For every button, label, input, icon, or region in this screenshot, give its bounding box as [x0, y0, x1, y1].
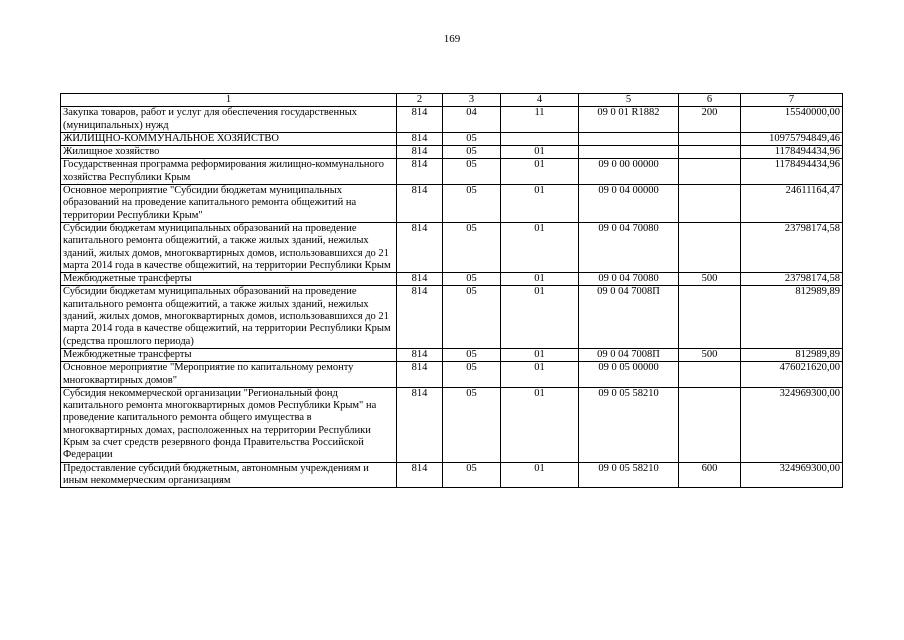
table-row: [61, 387, 843, 462]
target-article-cell: 09 0 04 7008П: [579, 286, 679, 348]
item-name-cell: Субсидия некоммерческой организации "Региональный фонд капитального ремонта многоквартирных домов Республики Крым" на проведение капитального ремонта общего имущества в многоквартирных домах, расположенных на территории Республики Крым за счет средств резервного фонда Правительства Российской Федерации: [61, 387, 397, 462]
target-article-cell: [579, 132, 679, 145]
table-row: [61, 146, 843, 159]
amount-cell: 324969300,00: [741, 387, 843, 462]
subsection-code-cell: 11: [501, 107, 579, 133]
subsection-code-cell: 01: [501, 185, 579, 223]
target-article-cell: 09 0 05 58210: [579, 462, 679, 488]
subsection-code-cell: 01: [501, 387, 579, 462]
ministry-code-cell: 814: [397, 462, 443, 488]
amount-cell: 23798174,58: [741, 273, 843, 286]
section-code-cell: 05: [443, 132, 501, 145]
table-row: [61, 362, 843, 388]
subsection-code-cell: 01: [501, 159, 579, 185]
page-number: 169: [443, 33, 461, 45]
item-name-cell: Государственная программа реформирования жилищно-коммунального хозяйства Республики Крым: [61, 159, 397, 185]
header-cell: 3: [443, 94, 501, 107]
expense-type-cell: [679, 362, 741, 388]
expense-type-cell: 200: [679, 107, 741, 133]
table-body: [61, 107, 843, 488]
item-name-cell: Жилищное хозяйство: [61, 146, 397, 159]
target-article-cell: 09 0 01 R1882: [579, 107, 679, 133]
amount-cell: 10975794849,46: [741, 132, 843, 145]
table-row: [61, 348, 843, 361]
section-code-cell: 04: [443, 107, 501, 133]
expense-type-cell: 500: [679, 348, 741, 361]
subsection-code-cell: [501, 132, 579, 145]
header-cell: 1: [61, 94, 397, 107]
expense-type-cell: [679, 286, 741, 348]
header-row: [61, 94, 843, 107]
expense-type-cell: 500: [679, 273, 741, 286]
item-name-cell: Субсидии бюджетам муниципальных образований на проведение капитального ремонта общежитий, а также жилых зданий, нежилых зданий, жилых домов, многоквартирных домов, использовавшихся до 21 марта 2014 года в качестве общежитий, на территории Республики Крым (средства прошлого периода): [61, 286, 397, 348]
amount-cell: 24611164,47: [741, 185, 843, 223]
ministry-code-cell: 814: [397, 222, 443, 272]
amount-cell: 15540000,00: [741, 107, 843, 133]
item-name-cell: Предоставление субсидий бюджетным, автономным учреждениям и иным некоммерческим организациям: [61, 462, 397, 488]
amount-cell: 23798174,58: [741, 222, 843, 272]
item-name-cell: Основное мероприятие "Субсидии бюджетам муниципальных образований на проведение капитального ремонта общежитий на территории Республики Крым": [61, 185, 397, 223]
header-cell: 4: [501, 94, 579, 107]
amount-cell: 812989,89: [741, 348, 843, 361]
header-cell: 7: [741, 94, 843, 107]
section-code-cell: 05: [443, 387, 501, 462]
table-row: [61, 132, 843, 145]
target-article-cell: 09 0 00 00000: [579, 159, 679, 185]
table-row: [61, 107, 843, 133]
target-article-cell: [579, 146, 679, 159]
item-name-cell: Основное мероприятие "Мероприятие по капитальному ремонту многоквартирных домов": [61, 362, 397, 388]
target-article-cell: 09 0 04 00000: [579, 185, 679, 223]
ministry-code-cell: 814: [397, 107, 443, 133]
section-code-cell: 05: [443, 273, 501, 286]
item-name-cell: ЖИЛИЩНО-КОММУНАЛЬНОЕ ХОЗЯЙСТВО: [61, 132, 397, 145]
ministry-code-cell: 814: [397, 286, 443, 348]
ministry-code-cell: 814: [397, 146, 443, 159]
ministry-code-cell: 814: [397, 362, 443, 388]
header-cell: 5: [579, 94, 679, 107]
target-article-cell: 09 0 04 70080: [579, 273, 679, 286]
target-article-cell: 09 0 05 58210: [579, 387, 679, 462]
amount-cell: 324969300,00: [741, 462, 843, 488]
ministry-code-cell: 814: [397, 159, 443, 185]
expense-type-cell: [679, 159, 741, 185]
expense-type-cell: [679, 387, 741, 462]
amount-cell: 476021620,00: [741, 362, 843, 388]
budget-table: [60, 93, 843, 488]
subsection-code-cell: 01: [501, 462, 579, 488]
table-row: [61, 185, 843, 223]
subsection-code-cell: 01: [501, 286, 579, 348]
subsection-code-cell: 01: [501, 362, 579, 388]
header-cell: 2: [397, 94, 443, 107]
target-article-cell: 09 0 05 00000: [579, 362, 679, 388]
expense-type-cell: [679, 132, 741, 145]
section-code-cell: 05: [443, 348, 501, 361]
subsection-code-cell: 01: [501, 273, 579, 286]
table-row: [61, 159, 843, 185]
section-code-cell: 05: [443, 362, 501, 388]
table-row: [61, 286, 843, 348]
table-row: [61, 222, 843, 272]
expense-type-cell: [679, 222, 741, 272]
header-cell: 6: [679, 94, 741, 107]
subsection-code-cell: 01: [501, 348, 579, 361]
section-code-cell: 05: [443, 462, 501, 488]
section-code-cell: 05: [443, 146, 501, 159]
target-article-cell: 09 0 04 70080: [579, 222, 679, 272]
section-code-cell: 05: [443, 185, 501, 223]
ministry-code-cell: 814: [397, 185, 443, 223]
ministry-code-cell: 814: [397, 132, 443, 145]
item-name-cell: Межбюджетные трансферты: [61, 348, 397, 361]
target-article-cell: 09 0 04 7008П: [579, 348, 679, 361]
subsection-code-cell: 01: [501, 222, 579, 272]
section-code-cell: 05: [443, 222, 501, 272]
expense-type-cell: [679, 146, 741, 159]
amount-cell: 1178494434,96: [741, 159, 843, 185]
ministry-code-cell: 814: [397, 348, 443, 361]
item-name-cell: Закупка товаров, работ и услуг для обеспечения государственных (муниципальных) нужд: [61, 107, 397, 133]
amount-cell: 812989,89: [741, 286, 843, 348]
subsection-code-cell: 01: [501, 146, 579, 159]
section-code-cell: 05: [443, 159, 501, 185]
section-code-cell: 05: [443, 286, 501, 348]
table-header: [61, 94, 843, 107]
expense-type-cell: [679, 185, 741, 223]
amount-cell: 1178494434,96: [741, 146, 843, 159]
ministry-code-cell: 814: [397, 387, 443, 462]
table-row: [61, 273, 843, 286]
expense-type-cell: 600: [679, 462, 741, 488]
item-name-cell: Субсидии бюджетам муниципальных образований на проведение капитального ремонта общежитий, а также жилых зданий, нежилых зданий, жилых домов, многоквартирных домов, использовавшихся до 21 марта 2014 года в качестве общежитий, на территории Республики Крым: [61, 222, 397, 272]
ministry-code-cell: 814: [397, 273, 443, 286]
table-row: [61, 462, 843, 488]
item-name-cell: Межбюджетные трансферты: [61, 273, 397, 286]
